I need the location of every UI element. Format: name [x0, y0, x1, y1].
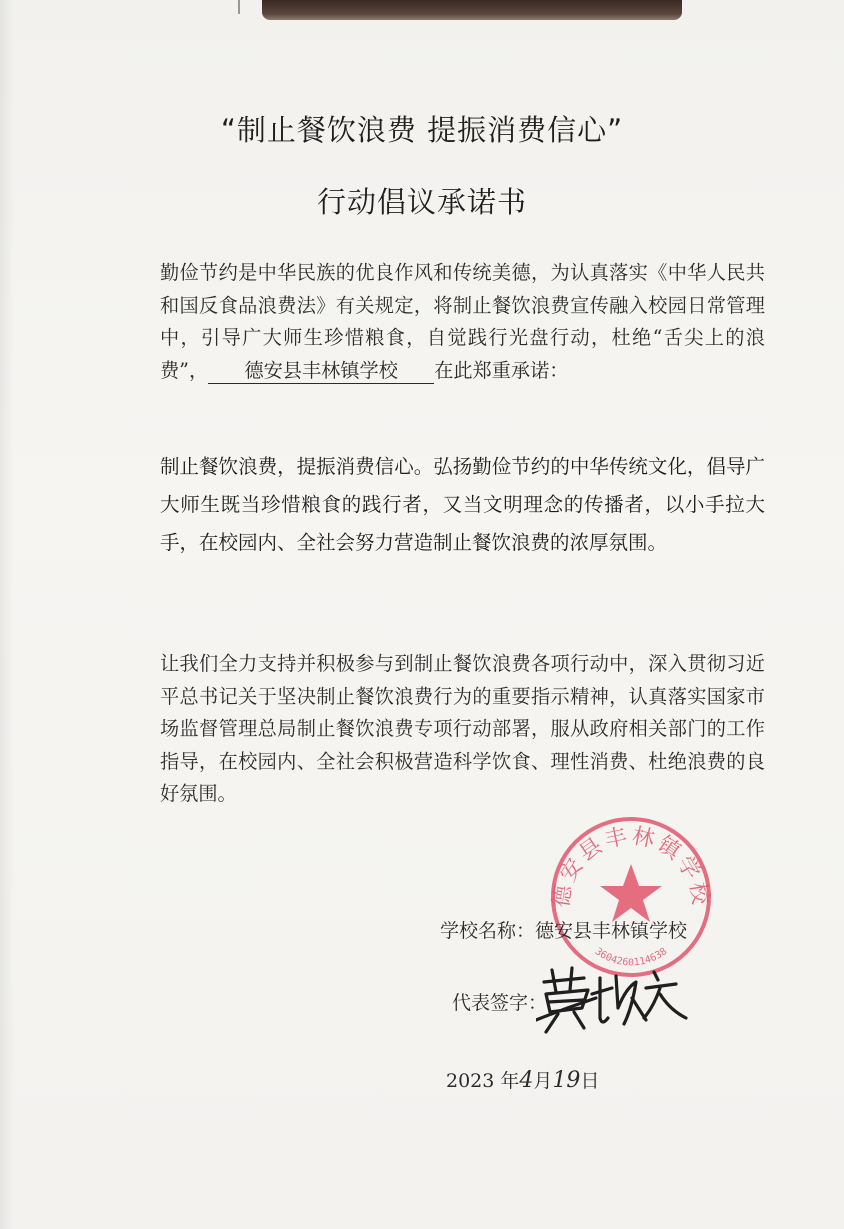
- closing-paragraph: 让我们全力支持并积极参与到制止餐饮浪费各项行动中，深入贯彻习近平总书记关于坚决制止餐饮浪费行为的重要指示精神，认真落实国家市场监督管理总局制止餐饮浪费专项行动部署，服从政府相关部门的工作指导，在校园内、全社会积极营造科学饮食、理性消费、杜绝浪费的良好氛围。: [160, 652, 765, 805]
- scan-mark: [238, 0, 240, 14]
- representative-label: 代表签字：: [452, 992, 548, 1014]
- date-day-suffix: 日: [580, 1070, 600, 1092]
- date-year: 2023: [446, 1070, 495, 1092]
- date-day: 19: [552, 1068, 581, 1093]
- seal-text: 德安县丰林镇学校: [549, 823, 713, 910]
- date-month: 4: [519, 1068, 534, 1093]
- intro-text-end: 在此郑重承诺：: [434, 358, 569, 382]
- seal-number: 3604260114638: [592, 946, 670, 969]
- intro-paragraph: [120, 257, 765, 387]
- date-row: [446, 1066, 599, 1093]
- seal-star-icon: [600, 864, 662, 922]
- document-title-line-2: 行动倡议承诺书: [316, 185, 527, 219]
- intro-text: 勤俭节约是中华民族的优良作风和传统美德，为认真落实《中华人民共和国反食品浪费法》有关规定，将制止餐饮浪费宣传融入校园日常管理中，引导广大师生珍惜粮食，自觉践行光盘行动，杜绝“舌尖上的浪费”，: [160, 261, 765, 382]
- document-title-line-1: “制止餐饮浪费 提振消费信心”: [220, 113, 624, 147]
- date-month-suffix: 月: [533, 1070, 553, 1092]
- date-year-suffix: 年: [500, 1070, 520, 1092]
- school-seal-stamp: [546, 812, 716, 982]
- school-name-fill: 德安县丰林镇学校: [208, 359, 434, 384]
- representative-row: [452, 988, 547, 1015]
- commitment-paragraph: 制止餐饮浪费，提振消费信心。弘扬勤俭节约的中华传统文化，倡导广大师生既当珍惜粮食的践行者，又当文明理念的传播者，以小手拉大手，在校园内、全社会努力营造制止餐饮浪费的浓厚氛围。: [160, 455, 765, 554]
- handwritten-signature: [536, 958, 696, 1038]
- school-name-row: [440, 916, 687, 943]
- scan-edge-shadow: [262, 0, 682, 20]
- school-name-value: 德安县丰林镇学校: [535, 920, 688, 942]
- school-name-label: 学校名称：: [440, 920, 536, 942]
